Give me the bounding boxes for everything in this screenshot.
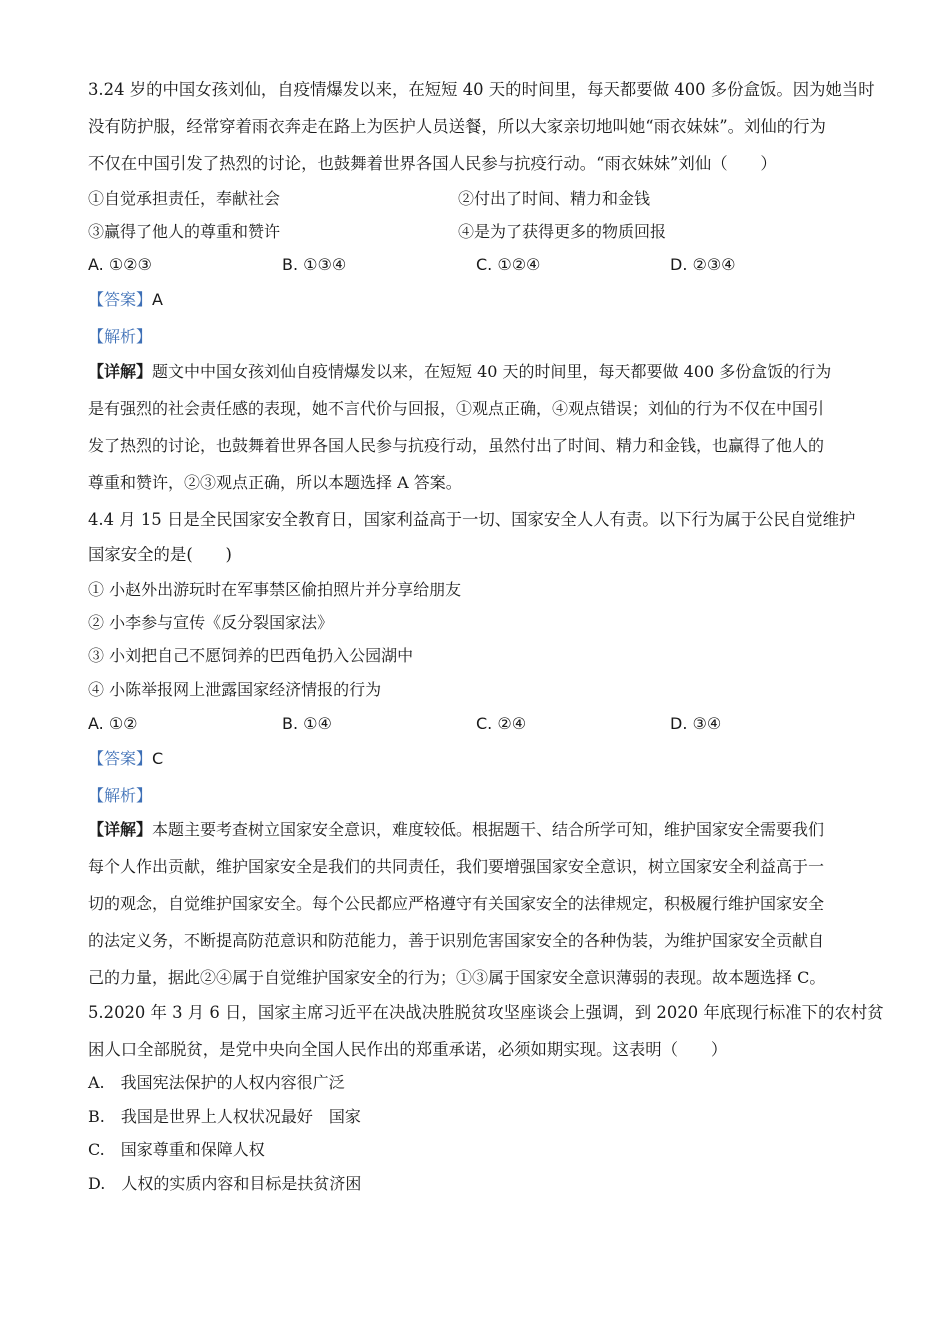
- q4-choice-b: B. ①④: [282, 714, 332, 733]
- q3-detail-line: [88, 362, 831, 382]
- q4-answer: [88, 749, 163, 769]
- q3-choice-b: B. ①③④: [282, 255, 347, 274]
- q5-stem-line: 困人口全部脱贫，是党中央向全国人民作出的郑重承诺，必须如期实现。这表明（ ）: [88, 1040, 728, 1059]
- q5-choice-b: B. 我国是世界上人权状况最好 国家: [88, 1107, 361, 1126]
- q4-choice-c: C. ②④: [476, 714, 527, 733]
- q3-choice-d: D. ②③④: [670, 255, 736, 274]
- q3-analysis-label: 【解析】: [88, 327, 153, 346]
- q5-stem-line: 5.2020 年 3 月 6 日，国家主席习近平在决战决胜脱贫攻坚座谈会上强调，到 2020 年底现行标准下的农村贫: [88, 1003, 884, 1022]
- answer-value: A: [152, 290, 163, 309]
- q4-stem-line: 4.4 月 15 日是全民国家安全教育日，国家利益高于一切、国家安全人人有责。以下行为属于公民自觉维护: [88, 510, 856, 529]
- q4-item: ① 小赵外出游玩时在军事禁区偷拍照片并分享给朋友: [88, 580, 462, 599]
- detail-label: 【详解】: [88, 362, 153, 381]
- q3-detail-line: 是有强烈的社会责任感的表现，她不言代价与回报，①观点正确，④观点错误；刘仙的行为不仅在中国引: [88, 399, 825, 418]
- q4-detail-line: 每个人作出贡献，维护国家安全是我们的共同责任，我们要增强国家安全意识，树立国家安全利益高于一: [88, 857, 825, 876]
- q3-choice-a: A. ①②③: [88, 255, 152, 274]
- answer-value: C: [152, 749, 164, 768]
- detail-text: 本题主要考查树立国家安全意识，难度较低。根据题干、结合所学可知，维护国家安全需要我们: [152, 820, 825, 839]
- q4-stem-line: 国家安全的是( ): [88, 545, 232, 564]
- q5-choice-d: D. 人权的实质内容和目标是扶贫济困: [88, 1174, 362, 1193]
- q3-item: ①自觉承担责任，奉献社会: [88, 189, 281, 208]
- q4-detail-line: 切的观念，自觉维护国家安全。每个公民都应严格遵守有关国家安全的法律规定，积极履行维护国家安全: [88, 894, 825, 913]
- q4-choice-a: A. ①②: [88, 714, 138, 733]
- q4-analysis-label: 【解析】: [88, 786, 153, 805]
- q4-item: ③ 小刘把自己不愿饲养的巴西龟扔入公园湖中: [88, 646, 414, 665]
- detail-text: 题文中中国女孩刘仙自疫情爆发以来，在短短 40 天的时间里，每天都要做 400 多份盒饭的行为: [152, 362, 832, 381]
- q4-detail-line: [88, 820, 824, 840]
- q5-choice-a: A. 我国宪法保护的人权内容很广泛: [88, 1073, 345, 1092]
- q4-item: ④ 小陈举报网上泄露国家经济情报的行为: [88, 680, 382, 699]
- q5-choice-c: C. 国家尊重和保障人权: [88, 1140, 265, 1159]
- q3-item: ③赢得了他人的尊重和赞许: [88, 222, 281, 241]
- q3-stem-line: 3.24 岁的中国女孩刘仙，自疫情爆发以来，在短短 40 天的时间里，每天都要做 400 多份盒饭。因为她当时: [88, 80, 875, 99]
- q4-choice-d: D. ③④: [670, 714, 722, 733]
- q4-item: ② 小李参与宣传《反分裂国家法》: [88, 613, 334, 632]
- q3-item: ②付出了时间、精力和金钱: [458, 189, 651, 208]
- q4-detail-line: 己的力量，据此②④属于自觉维护国家安全的行为；①③属于国家安全意识薄弱的表现。故本题选择 C。: [88, 968, 826, 987]
- q3-answer: [88, 290, 163, 310]
- q3-detail-line: 尊重和赞许，②③观点正确，所以本题选择 A 答案。: [88, 473, 462, 492]
- answer-label: 【答案】: [88, 290, 153, 309]
- q3-stem-line: 不仅在中国引发了热烈的讨论，也鼓舞着世界各国人民参与抗疫行动。“雨衣妹妹”刘仙（ ）: [88, 154, 777, 173]
- q3-choice-c: C. ①②④: [476, 255, 541, 274]
- q3-detail-line: 发了热烈的讨论，也鼓舞着世界各国人民参与抗疫行动，虽然付出了时间、精力和金钱，也赢得了他人的: [88, 436, 825, 455]
- q3-stem-line: 没有防护服，经常穿着雨衣奔走在路上为医护人员送餐，所以大家亲切地叫她“雨衣妹妹”。刘仙的行为: [88, 117, 826, 136]
- q4-detail-line: 的法定义务，不断提高防范意识和防范能力，善于识别危害国家安全的各种伪装，为维护国家安全贡献自: [88, 931, 825, 950]
- detail-label: 【详解】: [88, 820, 153, 839]
- answer-label: 【答案】: [88, 749, 153, 768]
- q3-item: ④是为了获得更多的物质回报: [458, 222, 667, 241]
